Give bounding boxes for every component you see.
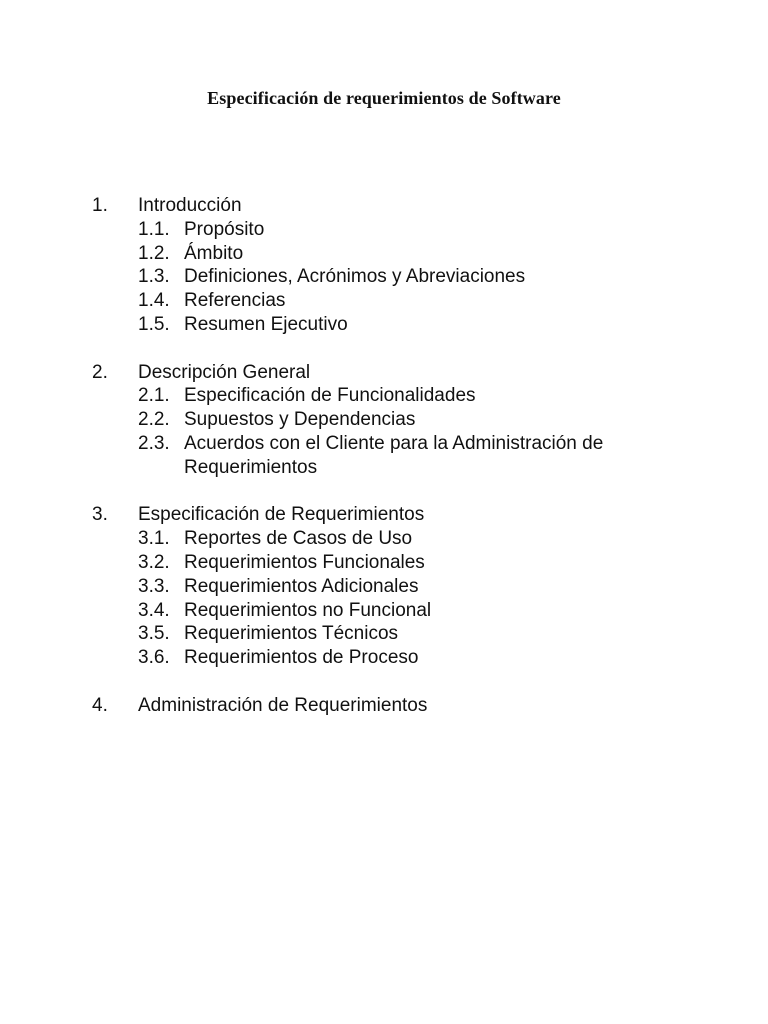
toc-subsection [92, 289, 732, 313]
toc-subsection [92, 646, 732, 670]
subsection-number: 3.5. [138, 623, 170, 645]
subsection-number: 3.1. [138, 528, 170, 550]
subsection-title: Referencias [184, 290, 286, 312]
subsection-number: 3.3. [138, 575, 170, 597]
subsection-title: Requerimientos no Funcional [184, 599, 432, 621]
subsection-title: Acuerdos con el Cliente para la Administración de Requerimientos [184, 432, 604, 478]
toc-subsection [92, 432, 732, 480]
toc-section-heading [92, 694, 732, 718]
toc-subsection [92, 622, 732, 646]
subsection-title: Propósito [184, 218, 265, 240]
subsection-title: Ámbito [184, 242, 244, 264]
subsection-number: 3.6. [138, 647, 170, 669]
subsection-title: Resumen Ejecutivo [184, 313, 348, 335]
toc-subsection [92, 384, 732, 408]
toc-subsection [92, 242, 732, 266]
subsection-title: Especificación de Funcionalidades [184, 385, 476, 407]
section-number: 4. [92, 694, 108, 716]
toc-subsection [92, 551, 732, 575]
section-title: Administración de Requerimientos [138, 694, 428, 716]
subsection-title: Requerimientos Técnicos [184, 623, 399, 645]
toc-subsection [92, 575, 732, 599]
subsection-number: 3.2. [138, 551, 170, 573]
section-number: 1. [92, 195, 108, 216]
toc-subsection [92, 408, 732, 432]
subsection-title: Reportes de Casos de Uso [184, 528, 413, 550]
toc-subsection [92, 313, 732, 337]
subsection-title: Supuestos y Dependencias [184, 409, 416, 431]
toc-section-heading [92, 361, 732, 385]
section-title: Especificación de Requerimientos [138, 504, 425, 526]
table-of-contents [92, 194, 732, 741]
subsection-title: Requerimientos de Proceso [184, 647, 419, 669]
subsection-title: Requerimientos Funcionales [184, 551, 425, 573]
subsection-number: 2.1. [138, 385, 170, 407]
subsection-number: 2.3. [138, 432, 170, 454]
subsection-number: 1.4. [138, 290, 170, 312]
toc-subsection [92, 218, 732, 242]
subsection-title: Requerimientos Adicionales [184, 575, 419, 597]
toc-subsection [92, 265, 732, 289]
subsection-title: Definiciones, Acrónimos y Abreviaciones [184, 266, 526, 288]
toc-section [92, 194, 732, 337]
toc-subsection [92, 599, 732, 623]
section-number: 3. [92, 504, 108, 526]
toc-section [92, 361, 732, 480]
subsection-number: 3.4. [138, 599, 170, 621]
toc-section-heading [92, 194, 732, 218]
subsection-number: 1.3. [138, 266, 170, 288]
section-title: Descripción General [138, 361, 311, 383]
subsection-number: 1.5. [138, 313, 170, 335]
section-number: 2. [92, 361, 108, 383]
toc-section [92, 503, 732, 670]
toc-section [92, 694, 732, 718]
toc-section-heading [92, 503, 732, 527]
subsection-number: 1.1. [138, 218, 170, 240]
toc-subsection [92, 527, 732, 551]
document-title: Especificación de requerimientos de Software [207, 88, 561, 108]
section-title: Introducción [138, 195, 242, 216]
subsection-number: 2.2. [138, 409, 170, 431]
subsection-number: 1.2. [138, 242, 170, 264]
